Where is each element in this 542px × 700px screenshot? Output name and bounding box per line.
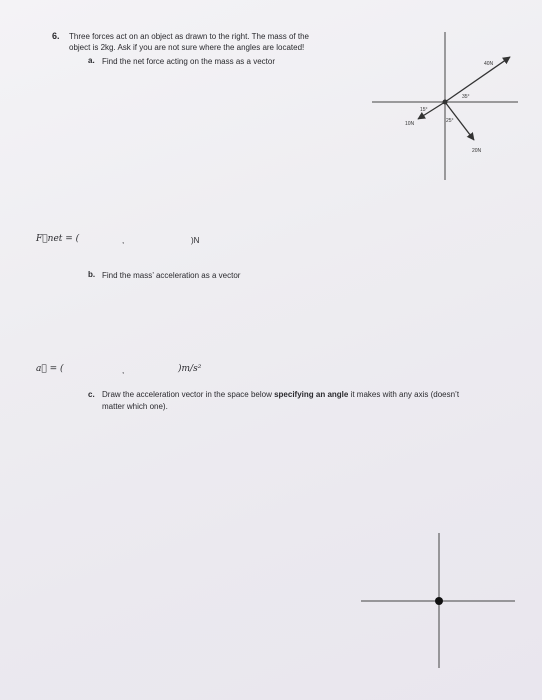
drawing-origin-dot bbox=[435, 597, 443, 605]
part-c-text-bold: specifying an angle bbox=[274, 390, 349, 399]
label-15-deg: 15° bbox=[420, 107, 428, 113]
part-c-text-post: it makes with any axis (doesn’t bbox=[348, 390, 460, 399]
label-35-deg: 35° bbox=[462, 94, 470, 100]
part-c-letter: c. bbox=[88, 390, 95, 399]
part-a-prompt: Find the net force acting on the mass as a vector bbox=[102, 57, 275, 66]
question-text-line-1: Three forces act on an object as drawn to the right. The mass of the bbox=[69, 32, 309, 41]
label-40n: 40N bbox=[484, 61, 494, 67]
label-10n: 10N bbox=[405, 121, 415, 127]
drawing-axes[interactable] bbox=[355, 528, 525, 673]
label-25-deg: 25° bbox=[446, 118, 454, 124]
force-diagram bbox=[360, 25, 530, 185]
part-c-prompt bbox=[102, 390, 459, 399]
part-b-prompt: Find the mass’ acceleration as a vector bbox=[102, 271, 241, 280]
part-b-letter: b. bbox=[88, 270, 96, 279]
force-40n-arrow bbox=[445, 57, 510, 102]
acceleration-label: a⃗ = ( bbox=[36, 364, 64, 374]
acceleration-separator: , bbox=[122, 366, 125, 375]
part-c-prompt-line-2: matter which one). bbox=[102, 402, 168, 411]
net-force-label: F⃗net = ( bbox=[36, 234, 80, 244]
net-force-unit: )N bbox=[191, 236, 200, 245]
part-a-letter: a. bbox=[88, 56, 95, 65]
label-20n: 20N bbox=[472, 148, 482, 154]
acceleration-unit: )m/s² bbox=[178, 364, 202, 374]
net-force-separator: , bbox=[122, 236, 125, 245]
mass-point bbox=[443, 100, 448, 105]
part-c-text-pre: Draw the acceleration vector in the space below bbox=[102, 390, 275, 399]
question-text-line-2: object is 2kg. Ask if you are not sure where the angles are located! bbox=[69, 43, 305, 52]
question-number: 6. bbox=[52, 31, 60, 41]
